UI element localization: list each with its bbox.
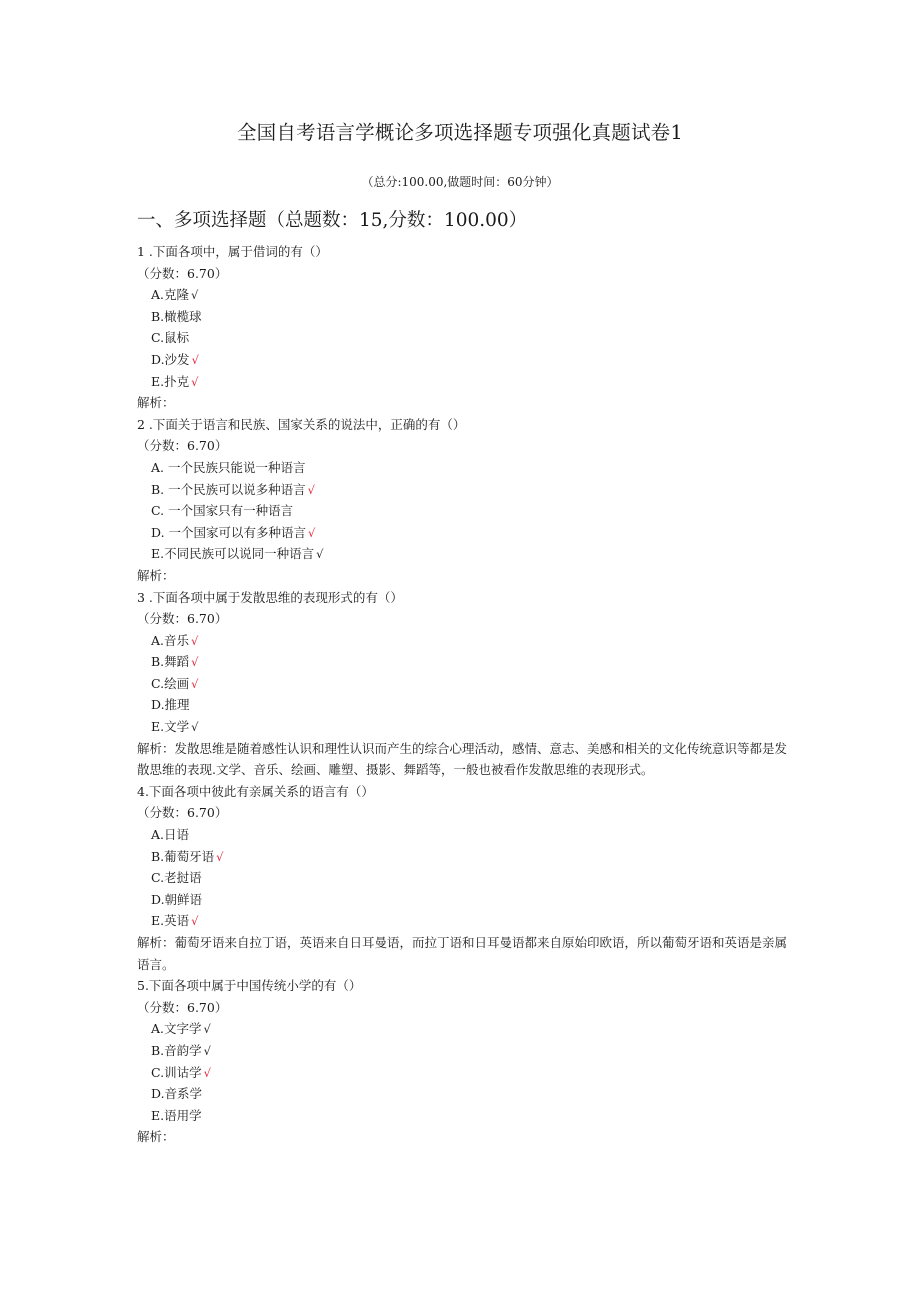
answer-option: [137, 1018, 787, 1040]
option-text: C.训诂学: [151, 1064, 202, 1080]
checkmark-icon: √: [203, 1022, 211, 1037]
answer-option: [137, 824, 787, 846]
question-stem: 2 .下面关于语言和民族、国家关系的说法中，正确的有（）: [137, 416, 466, 432]
checkmark-icon: √: [316, 547, 324, 562]
question-explanation: 解析：葡萄牙语来自拉丁语，英语来自日耳曼语，而拉丁语和日耳曼语都来自原始印欧语，所以葡萄牙语和英语是亲属语言。: [137, 935, 788, 972]
option-text: E.语用学: [151, 1107, 202, 1123]
checkmark-icon: √: [191, 676, 199, 691]
answer-option: [137, 457, 787, 479]
checkmark-icon: √: [308, 525, 316, 540]
option-text: D.推理: [151, 697, 190, 713]
answer-option: [137, 1040, 787, 1062]
option-text: E.文学: [151, 719, 190, 735]
option-text: A.文字学: [151, 1021, 202, 1037]
answer-option: [137, 867, 787, 889]
answer-option: [137, 500, 787, 522]
page-subtitle: （总分:100.00,做题时间：60分钟）: [361, 175, 559, 189]
answer-option: [137, 846, 787, 868]
question-explanation: 解析：: [137, 567, 175, 583]
option-text: A.克隆: [151, 287, 190, 303]
option-text: C.绘画: [151, 675, 190, 691]
answer-option: [137, 543, 787, 565]
question-score: （分数：6.70）: [137, 805, 228, 821]
question-block: [137, 241, 787, 414]
option-text: E.英语: [151, 913, 190, 929]
checkmark-icon: √: [191, 720, 199, 735]
answer-option: [137, 479, 787, 501]
checkmark-icon: √: [216, 849, 224, 864]
checkmark-icon: √: [191, 288, 199, 303]
answer-option: [137, 284, 787, 306]
answer-option: [137, 1105, 787, 1127]
option-text: C.鼠标: [151, 330, 190, 346]
option-text: B. 一个民族可以说多种语言: [151, 481, 306, 497]
question-explanation: 解析：: [137, 395, 175, 411]
answer-option: [137, 349, 787, 371]
answer-option: [137, 716, 787, 738]
answer-option: [137, 889, 787, 911]
checkmark-icon: √: [191, 374, 199, 389]
question-block: [137, 781, 787, 975]
question-score: （分数：6.70）: [137, 999, 228, 1015]
question-stem: 1 .下面各项中，属于借词的有（）: [137, 244, 328, 259]
checkmark-icon: √: [203, 1043, 211, 1058]
question-stem: 5.下面各项中属于中国传统小学的有（）: [137, 978, 362, 994]
option-text: A.音乐: [151, 632, 190, 648]
question-block: [137, 975, 787, 1148]
option-text: B.舞蹈: [151, 654, 190, 670]
answer-option: [137, 910, 787, 932]
question-stem: 3 .下面各项中属于发散思维的表现形式的有（）: [137, 589, 403, 605]
answer-option: [137, 1062, 787, 1084]
option-text: B.音韵学: [151, 1042, 202, 1058]
question-score: （分数：6.70）: [137, 438, 228, 454]
checkmark-icon: √: [191, 914, 199, 929]
checkmark-icon: √: [203, 1065, 211, 1080]
option-text: B.葡萄牙语: [151, 848, 215, 864]
checkmark-icon: √: [191, 655, 199, 670]
checkmark-icon: √: [307, 482, 315, 497]
answer-option: [137, 306, 787, 328]
section-heading: 一、多项选择题（总题数：15,分数：100.00）: [137, 210, 528, 231]
option-text: A. 一个民族只能说一种语言: [151, 459, 306, 475]
answer-option: [137, 522, 787, 544]
answer-option: [137, 630, 787, 652]
answer-option: [137, 651, 787, 673]
question-stem: 4.下面各项中彼此有亲属关系的语言有（）: [137, 783, 374, 799]
option-text: E.不同民族可以说同一种语言: [151, 546, 315, 562]
question-explanation: 解析：发散思维是随着感性认识和理性认识而产生的综合心理活动，感情、意志、美感和相关的文化传统意识等都是发散思维的表现.文学、音乐、绘画、雕塑、摄影、舞蹈等，一般也被看作发散思维的表现形式。: [137, 740, 788, 778]
checkmark-icon: √: [191, 352, 199, 367]
answer-option: [137, 371, 787, 393]
option-text: A.日语: [151, 827, 190, 843]
question-block: [137, 587, 787, 781]
option-text: D.沙发: [151, 351, 190, 367]
question-score: （分数：6.70）: [137, 265, 228, 281]
page-title: 全国自考语言学概论多项选择题专项强化真题试卷1: [236, 121, 683, 144]
option-text: D.朝鲜语: [151, 891, 203, 907]
question-explanation: 解析：: [137, 1129, 175, 1145]
option-text: D. 一个国家可以有多种语言: [151, 524, 307, 540]
option-text: D.音系学: [151, 1086, 203, 1102]
question-list: [137, 241, 787, 1148]
option-text: C.老挝语: [151, 870, 202, 886]
checkmark-icon: √: [191, 633, 199, 648]
answer-option: [137, 673, 787, 695]
answer-option: [137, 327, 787, 349]
option-text: E.扑克: [151, 373, 190, 389]
question-block: [137, 414, 787, 587]
option-text: B.橄榄球: [151, 308, 202, 324]
answer-option: [137, 1083, 787, 1105]
question-score: （分数：6.70）: [137, 611, 228, 627]
option-text: C. 一个国家只有一种语言: [151, 503, 294, 519]
answer-option: [137, 694, 787, 716]
